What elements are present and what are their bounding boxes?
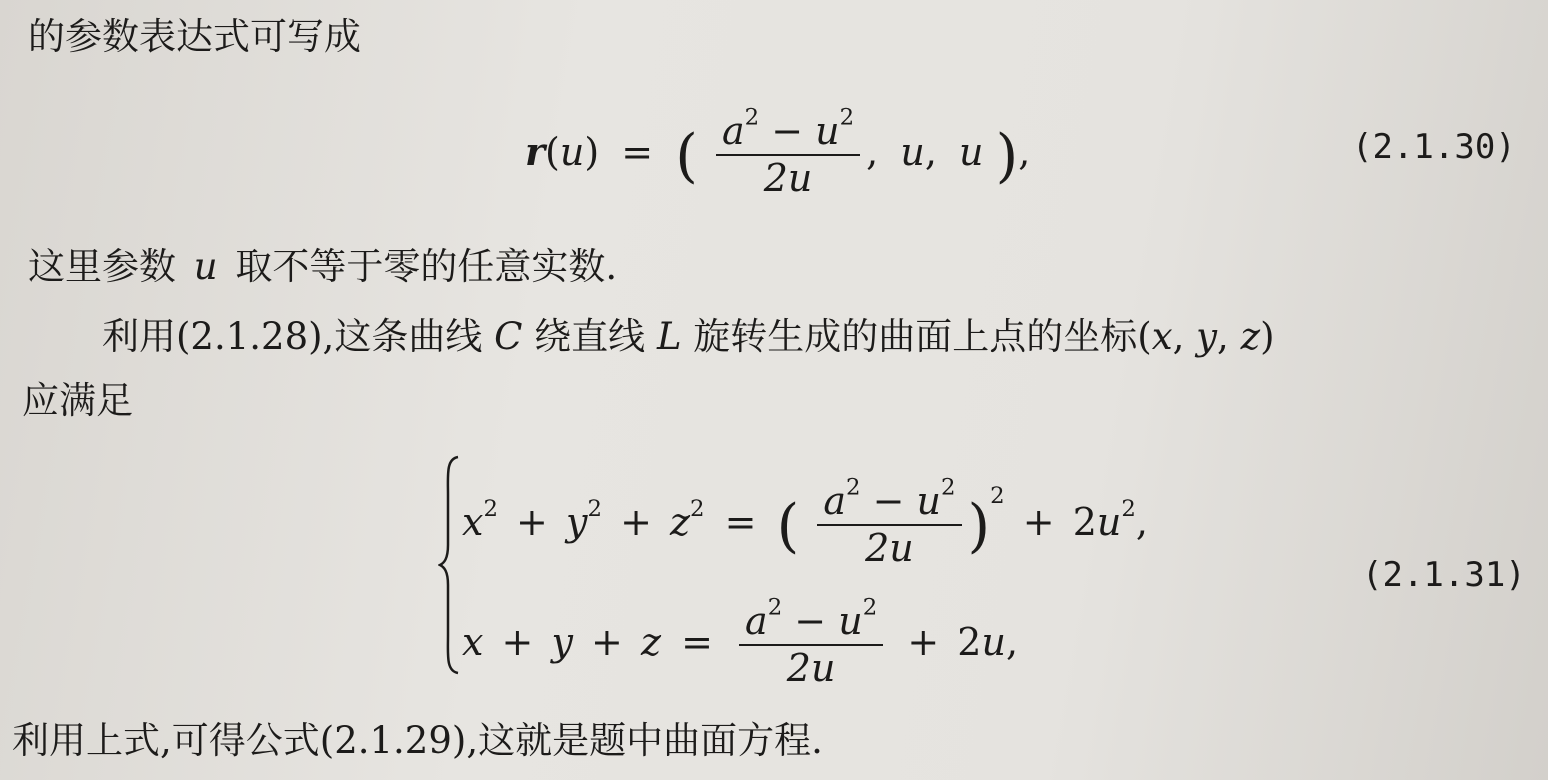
- param-text-a: 这里参数: [28, 245, 176, 288]
- param-var-u: u: [193, 245, 218, 288]
- row1-plus1: +: [516, 500, 548, 545]
- coord-close: ): [1260, 315, 1275, 358]
- eq30-u-exp: 2: [839, 104, 855, 131]
- row1-denominator: 2u: [865, 525, 914, 570]
- row2-u-exp: 2: [862, 594, 878, 621]
- text-line-parameter: [28, 245, 618, 288]
- eq30-minus: −: [771, 109, 804, 153]
- row1-x: x: [462, 500, 484, 545]
- curve-C: C: [494, 315, 523, 358]
- eq30-equals: =: [621, 130, 654, 175]
- rotation-text-c: 旋转生成的曲面上点的坐标(: [693, 315, 1152, 358]
- row1-u2: u: [1096, 500, 1122, 545]
- eq30-comma3: ,: [1018, 130, 1031, 175]
- rotation-text-b: 绕直线: [534, 315, 646, 358]
- row2-equals: =: [681, 620, 713, 665]
- row2-comma: ,: [1005, 620, 1019, 665]
- coord-z: z: [1240, 315, 1261, 358]
- equation-2-1-30: [525, 104, 1031, 201]
- row2-plus3: +: [907, 620, 940, 665]
- eq30-big-rparen: ): [995, 121, 1019, 190]
- row2-plus1: +: [501, 620, 534, 665]
- eq30-comma2: ,: [924, 130, 937, 175]
- row1-fraction: [817, 474, 961, 571]
- row2-z: z: [640, 620, 661, 665]
- equation-2-1-31-row2: [462, 594, 1019, 691]
- row1-u: u: [916, 479, 941, 523]
- row1-z: z: [670, 500, 691, 545]
- param-text-b: 取不等于零的任意实数.: [235, 245, 618, 288]
- eq30-comma1: ,: [866, 130, 879, 175]
- eq30-big-lparen: (: [675, 121, 698, 190]
- eq30-u4: u: [959, 130, 984, 175]
- row1-coef: 2: [1072, 500, 1097, 545]
- eq30-lparen: (: [545, 130, 560, 175]
- row1-equals: =: [724, 500, 757, 545]
- text-line-rotation: 利用(2.1.28),这条曲线 C 绕直线 L 旋转生成的曲面上点的坐标(x, y, z): [102, 315, 1275, 358]
- rotation-text-a: 利用(2.1.28),这条曲线: [102, 315, 483, 358]
- row2-fraction: [739, 594, 883, 691]
- row1-y: y: [565, 500, 588, 545]
- row1-x-exp: 2: [483, 495, 498, 522]
- row1-lparen: (: [776, 491, 800, 560]
- row2-numerator: [739, 594, 883, 646]
- text-line-conclusion: [12, 719, 823, 762]
- row1-minus: −: [872, 479, 905, 523]
- row2-x: x: [462, 620, 484, 665]
- row2-plus2: +: [591, 620, 623, 665]
- line-L: L: [656, 315, 682, 358]
- equation-2-1-31-row1: [462, 474, 1148, 571]
- eq30-denominator: 2u: [763, 155, 813, 200]
- row1-paren-exp: 2: [990, 483, 1005, 510]
- system-left-brace: [438, 455, 460, 675]
- coord-y: y: [1196, 315, 1218, 358]
- row1-plus2: +: [620, 500, 652, 545]
- eq30-fraction: [716, 104, 860, 201]
- eq30-u2: u: [815, 109, 840, 153]
- eq30-u: u: [559, 130, 585, 175]
- row1-u-exp: 2: [941, 474, 956, 501]
- conclusion-text: 利用上式,可得公式(2.1.29),这就是题中曲面方程.: [12, 719, 823, 762]
- row1-y-exp: 2: [587, 495, 602, 522]
- row2-a-exp: 2: [767, 594, 783, 621]
- eq30-a-exp: 2: [744, 104, 760, 131]
- text-line-satisfy: [22, 379, 133, 422]
- eq30-numerator: [716, 104, 860, 156]
- satisfy-text: 应满足: [22, 379, 133, 422]
- row1-numerator: [817, 474, 961, 526]
- text-line-intro: [28, 15, 361, 58]
- eq30-a: a: [721, 109, 745, 153]
- row1-comma: ,: [1135, 500, 1148, 545]
- eq31-tag-text: (2.1.31): [1362, 555, 1526, 595]
- eq30-rparen: ): [584, 130, 600, 175]
- row2-y: y: [551, 620, 573, 665]
- row1-u2-exp: 2: [1121, 495, 1136, 522]
- equation-tag-2-1-31: [1362, 555, 1526, 595]
- row1-a: a: [823, 479, 846, 523]
- row1-z-exp: 2: [690, 495, 705, 522]
- row2-a: a: [745, 599, 768, 643]
- eq30-tag-text: (2.1.30): [1352, 127, 1516, 167]
- equation-tag-2-1-30: [1352, 127, 1516, 167]
- row2-u: u: [838, 599, 863, 643]
- row1-rparen: ): [967, 491, 991, 560]
- row2-denominator: 2u: [786, 645, 836, 690]
- row1-a-exp: 2: [845, 474, 861, 501]
- row2-coef: 2: [957, 620, 982, 665]
- row2-minus: −: [794, 599, 827, 643]
- row2-u2: u: [981, 620, 1006, 665]
- row1-plus3: +: [1022, 500, 1055, 545]
- coord-x: x: [1151, 315, 1173, 358]
- intro-text: 的参数表达式可写成: [28, 15, 361, 58]
- eq30-u3: u: [900, 130, 925, 175]
- eq30-r: r: [525, 129, 546, 175]
